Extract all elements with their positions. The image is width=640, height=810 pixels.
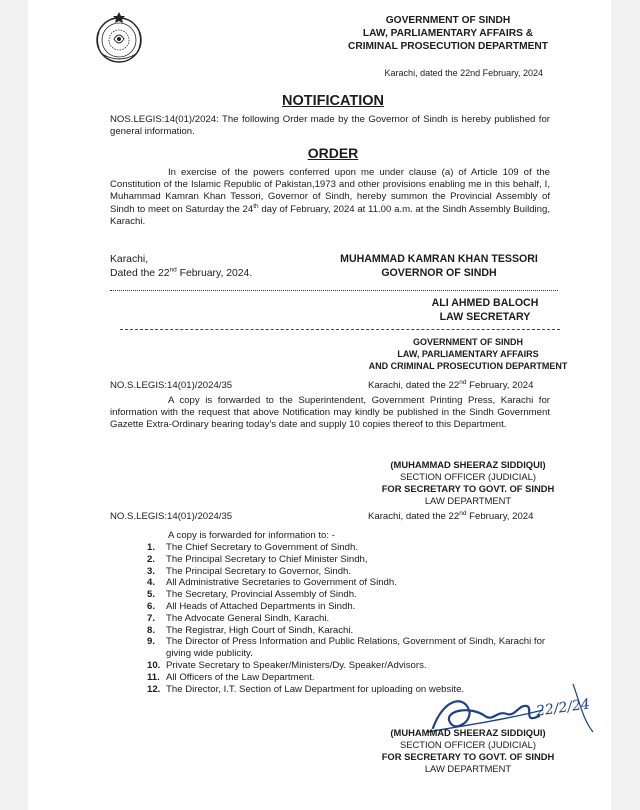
cc-list-item: [147, 554, 547, 566]
order-title: ORDER: [307, 145, 359, 161]
cc-item-number: 9.: [147, 636, 156, 648]
government-seal-icon: [90, 10, 148, 66]
notification-text: NOS.LEGIS:14(01)/2024: The following Order made by the Governor of Sindh is hereby published for general information.: [110, 114, 550, 138]
cc-item-number: 1.: [147, 542, 156, 553]
cc-list-item: [147, 625, 547, 637]
law-secretary-title: LAW SECRETARY: [439, 311, 531, 323]
cc-item-text: Private Secretary to Speaker/Ministers/Dy. Speaker/Advisors.: [166, 659, 427, 671]
cc-item-number: 4.: [147, 577, 156, 589]
cc-item-text: The Secretary, Provincial Assembly of Sindh.: [166, 589, 357, 601]
forward2-date: Karachi, dated the 22nd February, 2024: [368, 509, 534, 522]
officer1-line3: LAW DEPARTMENT: [424, 495, 512, 506]
cc-item-text: All Heads of Attached Departments in Sindh.: [166, 600, 356, 612]
cc-item-number: 3.: [147, 565, 156, 577]
cc-item-number: 10.: [147, 659, 161, 671]
forward1-date: Karachi, dated the 22nd February, 2024: [368, 378, 534, 391]
officer1-name: (MUHAMMAD SHEERAZ SIDDIQUI): [390, 459, 546, 470]
document-page: [28, 0, 611, 810]
governor-name: MUHAMMAD KAMRAN KHAN TESSORI: [340, 253, 538, 265]
officer2-line2: FOR SECRETARY TO GOVT. OF SINDH: [381, 751, 555, 762]
cc-item-number: 5.: [147, 589, 156, 601]
cc-list-item: [147, 589, 547, 601]
officer2-name: (MUHAMMAD SHEERAZ SIDDIQUI): [390, 727, 546, 738]
cc-list-item: [147, 566, 547, 578]
letterhead-date: Karachi, dated the 22nd February, 2024: [384, 68, 543, 78]
handwritten-date: 22/2/24: [535, 696, 591, 720]
letterhead-line3: CRIMINAL PROSECUTION DEPARTMENT: [348, 41, 548, 52]
dept-line3: AND CRIMINAL PROSECUTION DEPARTMENT: [368, 361, 568, 371]
forward1-text: A copy is forwarded to the Superintendent, Government Printing Press, Karachi for information with the request that above Notification may kindly be published in the Sindh Government Gazette Extra-Ordinary bearing today's date and supply 10 copies thereof to this Department.: [110, 395, 550, 431]
officer1-line2: FOR SECRETARY TO GOVT. OF SINDH: [381, 483, 555, 494]
cc-list-item: [147, 577, 547, 589]
notification-title: NOTIFICATION: [281, 93, 385, 109]
officer2-line3: LAW DEPARTMENT: [424, 763, 512, 774]
letterhead-line2: LAW, PARLIAMENTARY AFFAIRS &: [362, 28, 534, 39]
cc-list-item: [147, 613, 547, 625]
cc-item-text: The Advocate General Sindh, Karachi.: [166, 612, 330, 624]
cc-item-number: 12.: [147, 683, 161, 695]
cc-item-number: 8.: [147, 624, 156, 636]
cc-item-number: 6.: [147, 600, 156, 612]
signoff-date: Dated the 22nd February, 2024.: [110, 266, 253, 279]
officer2-line1: SECTION OFFICER (JUDICIAL): [400, 739, 536, 750]
law-secretary-name: ALI AHMED BALOCH: [431, 297, 539, 309]
dept-line2: LAW, PARLIAMENTARY AFFAIRS: [397, 349, 539, 359]
dept-line1: GOVERNMENT OF SINDH: [412, 337, 523, 347]
cc-item-number: 2.: [147, 553, 156, 565]
forward2-ref: NO.S.LEGIS:14(01)/2024/35: [110, 511, 233, 522]
officer1-line1: SECTION OFFICER (JUDICIAL): [400, 471, 536, 482]
order-body: In exercise of the powers conferred upon me under clause (a) of Article 109 of the Constitution of the Islamic Republic of Pakistan,1973 and other provisions enabling me in this behalf, I, Muhammad Kamran Khan Tessori, Governor of Sindh, hereby summon the Provincial Assembly of Sindh to meet on Saturday the 24th day of February, 2024 at 11.00 a.m. at the Sindh Assembly Building, Karachi.: [110, 167, 551, 227]
cc-item-number: 7.: [147, 612, 156, 624]
cc-item-text: The Registrar, High Court of Sindh, Karachi.: [166, 624, 354, 636]
separator-dashed: [120, 329, 560, 330]
cc-item-text: The Principal Secretary to Chief Minister Sindh,: [166, 553, 368, 565]
separator-dotted: [110, 290, 558, 291]
cc-item-text: The Director of Press Information and Public Relations, Government of Sindh, Karachi for giving wide publicity.: [166, 636, 546, 660]
letterhead-line1: GOVERNMENT OF SINDH: [385, 15, 511, 26]
signoff-place: Karachi,: [110, 254, 149, 265]
cc-item-text: The Director, I.T. Section of Law Department for uploading on website.: [166, 683, 465, 695]
cc-item-number: 11.: [147, 671, 160, 683]
cc-list-item: [147, 601, 547, 613]
cc-item-text: All Administrative Secretaries to Government of Sindh.: [166, 577, 397, 589]
cc-item-text: The Chief Secretary to Government of Sindh.: [166, 542, 358, 553]
cc-item-text: All Officers of the Law Department.: [166, 671, 315, 683]
forward2-intro: A copy is forwarded for information to: -: [168, 530, 335, 541]
cc-list-item: [147, 542, 547, 554]
cc-list: [147, 542, 547, 695]
cc-item-text: The Principal Secretary to Governor, Sindh.: [166, 565, 352, 577]
governor-title: GOVERNOR OF SINDH: [381, 267, 497, 279]
cc-list-item: [147, 636, 547, 660]
forward1-ref: NO.S.LEGIS:14(01)/2024/35: [110, 380, 233, 391]
cc-list-item: [147, 660, 547, 672]
